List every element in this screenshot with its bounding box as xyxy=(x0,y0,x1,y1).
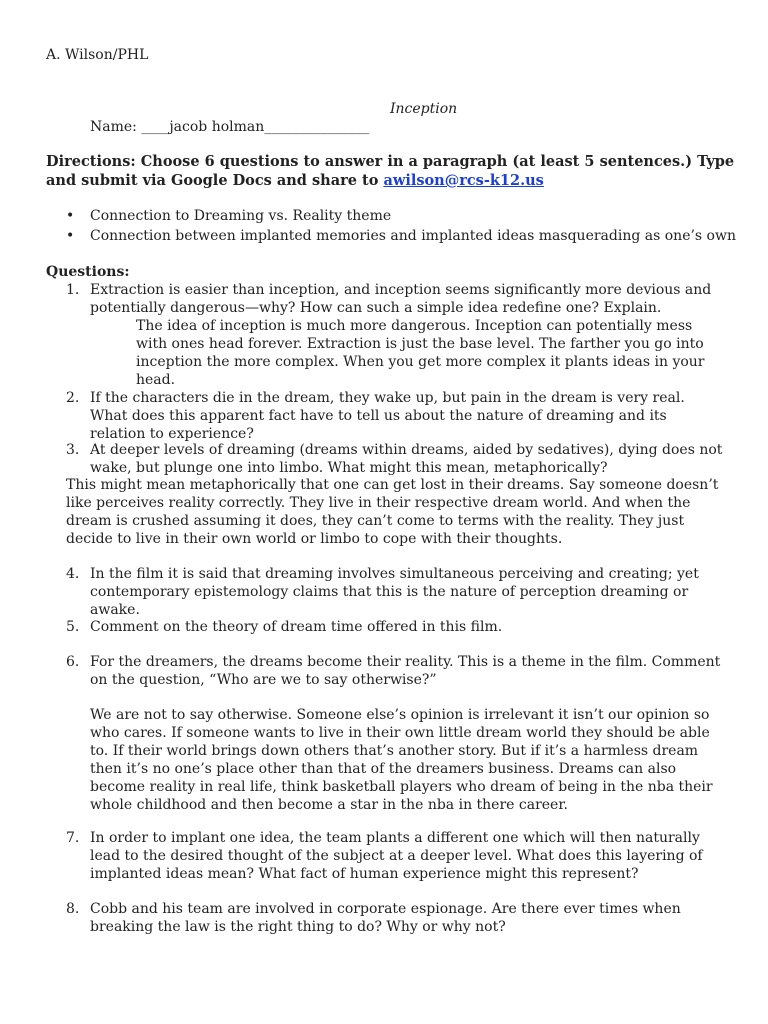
author-label: A. Wilson/PHL xyxy=(46,47,149,63)
bullet-text: Connection between implanted memories and implanted ideas masquerading as one’s own xyxy=(90,228,736,244)
answer-text: We are not to say otherwise. Someone else’s opinion is irrelevant it isn’t our opinion so who cares. If someone wants to live in their own little dream world they should be able to. If their world brings down others that’s another story. But if it’s a harmless dream then it’s no one’s place other than that of the dreamers business. Dreams can also become reality in real life, think basketball players who dream of being in the nba their whole childhood and then become a star in the nba in there career. xyxy=(90,707,713,813)
question-number: 8. xyxy=(66,901,80,917)
bullet-dot-icon: • xyxy=(66,208,75,224)
question-number: 1. xyxy=(66,282,80,298)
bullet-text: Connection to Dreaming vs. Reality theme xyxy=(90,208,392,224)
question-text: Comment on the theory of dream time offered in this film. xyxy=(90,619,503,635)
document-title: Inception xyxy=(390,101,458,117)
question-item xyxy=(66,829,726,883)
bullet-item xyxy=(66,227,746,245)
bullet-item xyxy=(66,207,746,225)
question-item xyxy=(66,281,726,317)
email-link[interactable]: awilson@rcs-k12.us xyxy=(383,172,544,189)
question-item xyxy=(66,389,726,443)
directions-paragraph xyxy=(46,152,746,190)
questions-heading: Questions: xyxy=(46,264,130,280)
question-text: Extraction is easier than inception, and inception seems significantly more devious and potentially dangerous—why? How can such a simple idea redefine one? Explain. xyxy=(90,282,712,316)
question-item xyxy=(66,565,726,619)
question-number: 4. xyxy=(66,566,80,582)
question-text: In the film it is said that dreaming involves simultaneous perceiving and creating; yet contemporary epistemology claims that this is the nature of perception dreaming or awake. xyxy=(90,566,699,618)
question-item xyxy=(66,653,726,689)
question-text: If the characters die in the dream, they wake up, but pain in the dream is very real. What does this apparent fact have to tell us about the nature of dreaming and its relation to experience? xyxy=(90,390,685,442)
question-number: 6. xyxy=(66,654,80,670)
question-text: In order to implant one idea, the team plants a different one which will then naturally lead to the desired thought of the subject at a deeper level. What does this layering of implanted ideas mean? What fact of human experience might this represent? xyxy=(90,830,703,882)
question-item xyxy=(66,441,726,477)
question-text: For the dreamers, the dreams become their reality. This is a theme in the film. Comment on the question, “Who are we to say otherwise?” xyxy=(90,654,721,688)
bullet-list xyxy=(66,207,746,247)
question-number: 2. xyxy=(66,390,80,406)
question-text: At deeper levels of dreaming (dreams within dreams, aided by sedatives), dying does not wake, but plunge one into limbo. What might this mean, metaphorically? xyxy=(90,442,723,476)
question-number: 7. xyxy=(66,830,80,846)
bullet-dot-icon: • xyxy=(66,228,75,244)
question-number: 5. xyxy=(66,619,80,635)
answer-text: This might mean metaphorically that one can get lost in their dreams. Say someone doesn’t like perceives reality correctly. They live in their respective dream world. And when the dream is crushed assuming it does, they can’t come to terms with the reality. They just decide to live in their own world or limbo to cope with their thoughts. xyxy=(66,477,719,547)
question-number: 3. xyxy=(66,442,80,458)
question-item xyxy=(66,900,726,936)
question-item xyxy=(66,618,726,636)
answer-text: The idea of inception is much more dangerous. Inception can potentially mess with ones head forever. Extraction is just the base level. The farther you go into inception the more complex. When you get more complex it plants ideas in your head. xyxy=(136,318,705,388)
question-text: Cobb and his team are involved in corporate espionage. Are there ever times when breaking the law is the right thing to do? Why or why not? xyxy=(90,901,681,935)
directions-text: Directions: Choose 6 questions to answer in a paragraph (at least 5 sentences.) Type and submit via Google Docs and share to xyxy=(46,153,735,189)
student-name-line: Name: ____jacob holman_______________ xyxy=(90,119,370,135)
